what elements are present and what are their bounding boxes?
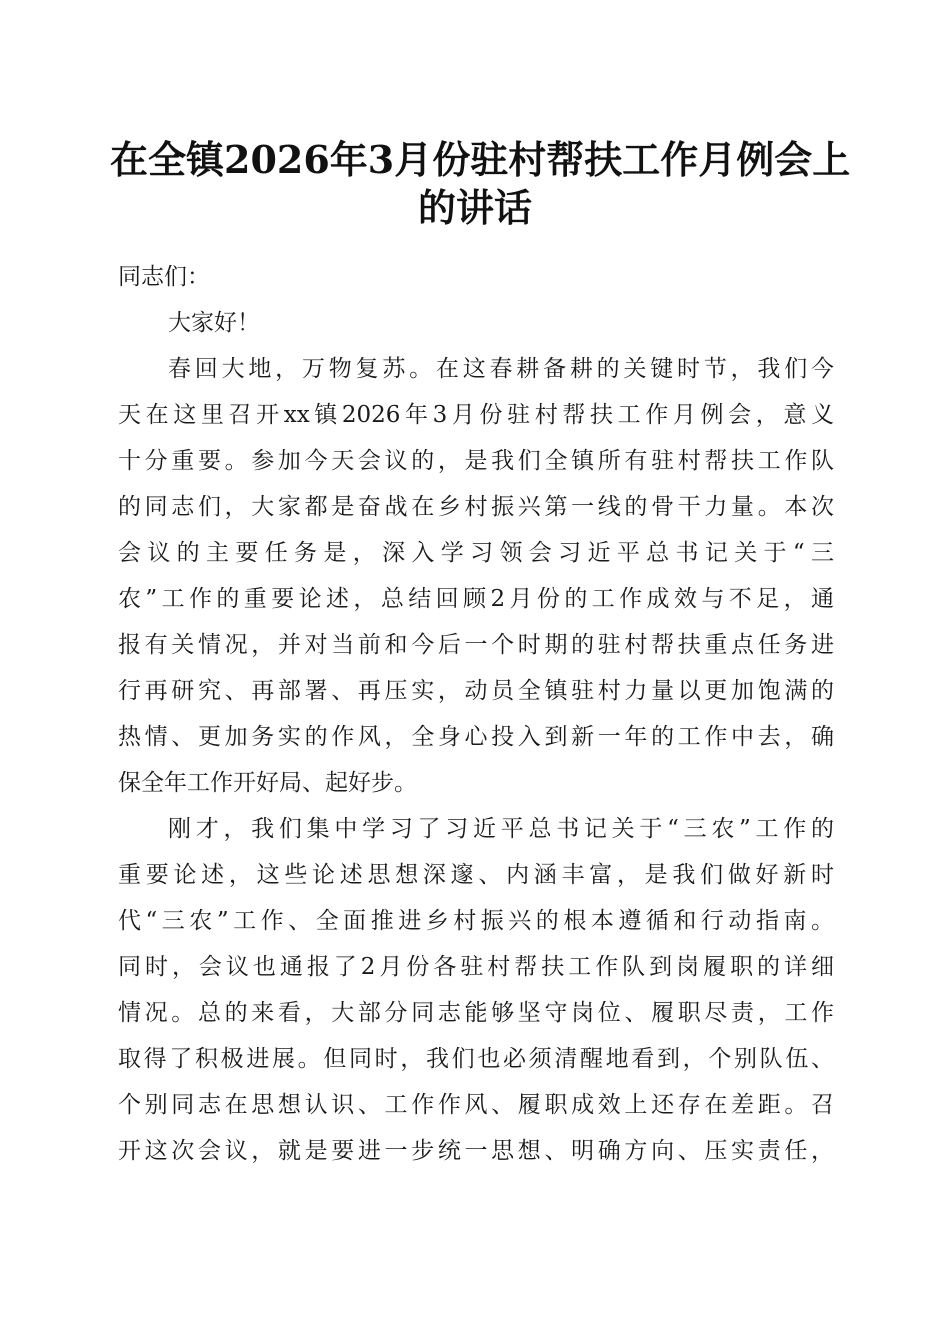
paragraph-line: 保全年工作开好局、起好步。 xyxy=(118,770,417,796)
paragraph-line: 刚才，我们集中学习了习近平总书记关于“三农”工作的 xyxy=(168,816,834,842)
paragraph-2 xyxy=(118,806,834,1174)
paragraph-line: 热情、更加务实的作风，全身心投入到新一年的工作中去，确 xyxy=(118,724,834,750)
paragraph-line: 农”工作的重要论述，总结回顾2月份的工作成效与不足，通 xyxy=(118,586,834,612)
paragraph-line: 开这次会议，就是要进一步统一思想、明确方向、压实责任， xyxy=(118,1138,834,1164)
paragraph-line: 天在这里召开xx镇2026年3月份驻村帮扶工作月例会，意义 xyxy=(118,402,834,428)
paragraph-line: 取得了积极进展。但同时，我们也必须清醒地看到，个别队伍、 xyxy=(118,1046,834,1072)
document-body xyxy=(118,254,834,1174)
document-title xyxy=(110,136,851,232)
title-line-2: 的讲话 xyxy=(417,185,532,230)
paragraph-line: 同时，会议也通报了2月份各驻村帮扶工作队到岗履职的详细 xyxy=(118,954,834,980)
paragraph-line: 十分重要。参加今天会议的，是我们全镇所有驻村帮扶工作队 xyxy=(118,448,834,474)
paragraph-line: 代“三农”工作、全面推进乡村振兴的根本遵循和行动指南。 xyxy=(118,908,834,934)
paragraph-line: 行再研究、再部署、再压实，动员全镇驻村力量以更加饱满的 xyxy=(118,678,834,704)
paragraph-line: 春回大地，万物复苏。在这春耕备耕的关键时节，我们今 xyxy=(168,356,834,382)
paragraph-line: 情况。总的来看，大部分同志能够坚守岗位、履职尽责，工作 xyxy=(118,1000,834,1026)
paragraph-line: 重要论述，这些论述思想深邃、内涵丰富，是我们做好新时 xyxy=(118,862,834,888)
paragraph-line: 会议的主要任务是，深入学习领会习近平总书记关于“三 xyxy=(118,540,834,566)
paragraph-line: 报有关情况，并对当前和今后一个时期的驻村帮扶重点任务进 xyxy=(118,632,834,658)
title-line-1: 在全镇2026年3月份驻村帮扶工作月例会上 xyxy=(110,137,851,182)
paragraph-line: 个别同志在思想认识、工作作风、履职成效上还存在差距。召 xyxy=(118,1092,834,1118)
paragraph-line: 的同志们，大家都是奋战在乡村振兴第一线的骨干力量。本次 xyxy=(118,494,834,520)
salutation: 同志们： xyxy=(118,264,210,290)
greeting: 大家好！ xyxy=(168,310,260,336)
paragraph-1 xyxy=(118,346,834,806)
